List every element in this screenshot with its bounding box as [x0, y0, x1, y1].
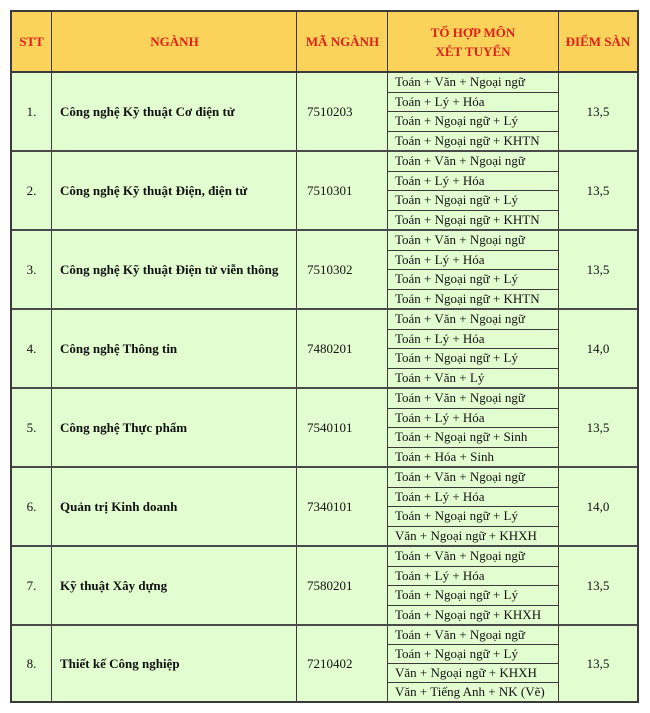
table-row: [12, 626, 637, 701]
cell-nganh: Công nghệ Kỹ thuật Cơ điện tử: [60, 103, 235, 119]
cell-to-hop: [388, 310, 558, 387]
cell-stt: 2.: [26, 182, 37, 198]
subject-combination: Toán + Ngoại ngữ + KHTN: [395, 132, 540, 148]
cell-nganh: Công nghệ Thông tin: [60, 340, 178, 356]
header-ma-nganh: MÃ NGÀNH: [305, 34, 380, 49]
cell-nganh: Quản trị Kinh doanh: [60, 498, 178, 514]
cell-ma-nganh: 7510203: [307, 103, 353, 119]
subject-combination: Toán + Lý + Hóa: [388, 409, 558, 429]
subject-combination: Toán + Văn + Ngoại ngữ: [388, 468, 558, 488]
cell-stt: 8.: [26, 655, 37, 671]
subject-combination: Toán + Ngoại ngữ + Lý: [388, 349, 558, 369]
cell-to-hop: [388, 626, 558, 701]
cell-nganh: Kỹ thuật Xây dựng: [60, 577, 168, 593]
cell-diem-san: 13,5: [586, 182, 610, 198]
table-row: [12, 468, 637, 547]
subject-combination: Toán + Ngoại ngữ + Lý: [388, 112, 558, 132]
cell-ma-nganh: 7510301: [307, 182, 353, 198]
header-diem-san: ĐIỂM SÀN: [565, 34, 631, 49]
cell-diem-san: 13,5: [586, 261, 610, 277]
subject-combination: Toán + Văn + Ngoại ngữ: [388, 626, 558, 645]
cell-diem-san: 13,5: [586, 577, 610, 593]
cell-nganh: Công nghệ Kỹ thuật Điện, điện tử: [60, 182, 248, 198]
subject-combination: Toán + Văn + Ngoại ngữ: [388, 547, 558, 567]
table-row: [12, 389, 637, 468]
cell-ma-nganh: 7580201: [307, 577, 353, 593]
subject-combination: Toán + Lý + Hóa: [388, 251, 558, 271]
subject-combination: Toán + Lý + Hóa: [388, 172, 558, 192]
header-to-hop-line1: TỔ HỢP MÔN: [430, 24, 516, 40]
subject-combination: Toán + Ngoại ngữ + Lý: [388, 191, 558, 211]
table-row: [12, 547, 637, 626]
cell-stt: 1.: [26, 103, 37, 119]
subject-combination: Toán + Ngoại ngữ + KHTN: [395, 290, 540, 306]
subject-combination: Toán + Ngoại ngữ + Lý: [388, 270, 558, 290]
subject-combination: Toán + Văn + Ngoại ngữ: [388, 389, 558, 409]
cell-ma-nganh: 7340101: [307, 498, 353, 514]
cell-stt: 4.: [26, 340, 37, 356]
cell-stt: 6.: [26, 498, 37, 514]
table-row: [12, 231, 637, 310]
cell-to-hop: [388, 547, 558, 624]
subject-combination: Toán + Lý + Hóa: [388, 93, 558, 113]
cell-to-hop: [388, 468, 558, 545]
cell-diem-san: 13,5: [586, 103, 610, 119]
cell-diem-san: 14,0: [586, 498, 610, 514]
subject-combination: Toán + Ngoại ngữ + Sinh: [388, 428, 558, 448]
subject-combination: Văn + Tiếng Anh + NK (Vẽ): [395, 684, 545, 699]
subject-combination: Toán + Văn + Lý: [395, 369, 485, 385]
cell-nganh: Công nghệ Thực phẩm: [60, 419, 188, 435]
table-row: [12, 73, 637, 152]
cell-stt: 3.: [26, 261, 37, 277]
subject-combination: Toán + Ngoại ngữ + KHTN: [395, 211, 540, 227]
cell-diem-san: 13,5: [586, 419, 610, 435]
subject-combination: Toán + Văn + Ngoại ngữ: [388, 231, 558, 251]
header-to-hop: [388, 12, 558, 71]
subject-combination: Toán + Ngoại ngữ + Lý: [388, 507, 558, 527]
subject-combination: Toán + Văn + Ngoại ngữ: [388, 310, 558, 330]
cell-to-hop: [388, 152, 558, 229]
subject-combination: Toán + Ngoại ngữ + Lý: [388, 645, 558, 664]
table-row: [12, 310, 637, 389]
cell-ma-nganh: 7210402: [307, 655, 353, 671]
subject-combination: Toán + Lý + Hóa: [388, 330, 558, 350]
cell-diem-san: 14,0: [586, 340, 610, 356]
subject-combination: Toán + Văn + Ngoại ngữ: [388, 152, 558, 172]
cell-to-hop: [388, 389, 558, 466]
subject-combination: Toán + Lý + Hóa: [388, 488, 558, 508]
cell-ma-nganh: 7480201: [307, 340, 353, 356]
header-stt: STT: [19, 34, 44, 49]
cell-to-hop: [388, 73, 558, 150]
subject-combination: Toán + Ngoại ngữ + KHXH: [395, 606, 542, 622]
admission-score-table: [10, 10, 639, 703]
subject-combination: Văn + Ngoại ngữ + KHXH: [388, 664, 558, 683]
subject-combination: Văn + Ngoại ngữ + KHXH: [395, 527, 537, 543]
cell-ma-nganh: 7540101: [307, 419, 353, 435]
subject-combination: Toán + Lý + Hóa: [388, 567, 558, 587]
subject-combination: Toán + Văn + Ngoại ngữ: [388, 73, 558, 93]
subject-combination: Toán + Ngoại ngữ + Lý: [388, 586, 558, 606]
subject-combination: Toán + Hóa + Sinh: [395, 448, 494, 464]
cell-diem-san: 13,5: [586, 655, 610, 671]
cell-stt: 7.: [26, 577, 37, 593]
header-nganh: NGÀNH: [150, 34, 199, 49]
cell-nganh: Công nghệ Kỹ thuật Điện tử viễn thông: [60, 261, 279, 277]
table-header: [12, 12, 637, 73]
header-to-hop-line2: XÉT TUYỂN: [435, 43, 511, 59]
cell-stt: 5.: [26, 419, 37, 435]
cell-ma-nganh: 7510302: [307, 261, 353, 277]
cell-nganh: Thiết kế Công nghiệp: [60, 655, 180, 671]
cell-to-hop: [388, 231, 558, 308]
table-row: [12, 152, 637, 231]
